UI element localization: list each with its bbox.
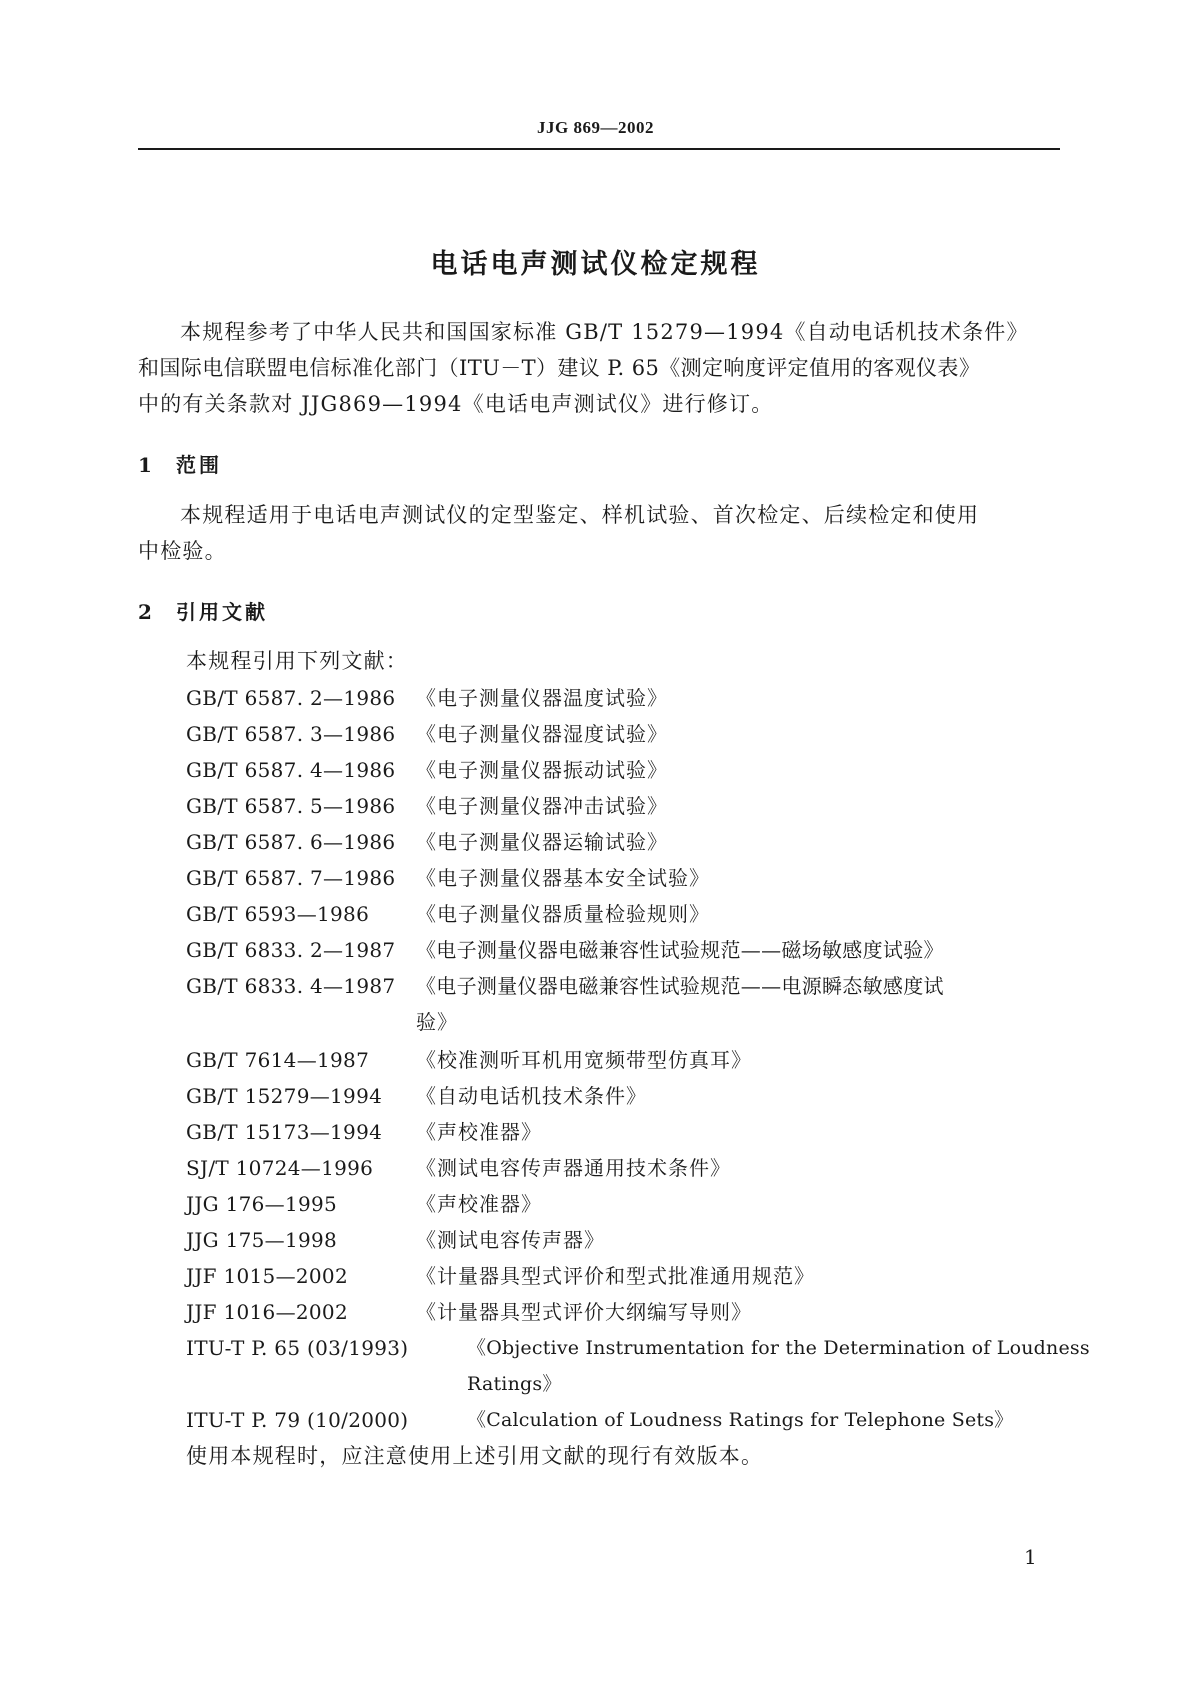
reference-code: GB/T 6587. 3—1986 <box>186 722 396 746</box>
reference-item <box>186 896 1066 932</box>
reference-code: ITU-T P. 65 (03/1993) <box>186 1336 409 1360</box>
reference-code: GB/T 6593—1986 <box>186 902 370 926</box>
reference-title: 《电子测量仪器冲击试验》 <box>416 794 668 818</box>
reference-title: 《声校准器》 <box>416 1120 542 1144</box>
running-header: JJG 869—2002 <box>537 118 654 137</box>
reference-item <box>186 860 1066 896</box>
reference-item <box>186 788 1066 824</box>
reference-title: 《自动电话机技术条件》 <box>416 1084 647 1108</box>
reference-item <box>186 1258 1066 1294</box>
reference-title: 《电子测量仪器质量检验规则》 <box>416 902 710 926</box>
reference-code: JJG 175—1998 <box>186 1228 338 1252</box>
reference-title: 《计量器具型式评价和型式批准通用规范》 <box>416 1264 815 1288</box>
section-1-line-1: 本规程适用于电话电声测试仪的定型鉴定、样机试验、首次检定、后续检定和使用 <box>180 503 980 527</box>
reference-item <box>186 1078 1066 1114</box>
reference-item <box>186 1330 1090 1366</box>
section-2-title: 引用文献 <box>176 600 268 624</box>
reference-item <box>186 1186 1066 1222</box>
page-number: 1 <box>1024 1545 1037 1569</box>
reference-title: 《电子测量仪器运输试验》 <box>416 830 668 854</box>
intro-line-2: 和国际电信联盟电信标准化部门（ITU－T）建议 P. 65《测定响度评定值用的客观仪表》 <box>138 356 981 380</box>
reference-code: GB/T 7614—1987 <box>186 1048 370 1072</box>
reference-title: 《电子测量仪器基本安全试验》 <box>416 866 710 890</box>
reference-title: 《电子测量仪器湿度试验》 <box>416 722 668 746</box>
reference-continuation <box>186 1004 1066 1040</box>
reference-code: GB/T 6587. 5—1986 <box>186 794 396 818</box>
reference-title: 《校准测听耳机用宽频带型仿真耳》 <box>416 1048 752 1072</box>
reference-code: SJ/T 10724—1996 <box>186 1156 374 1180</box>
reference-code: GB/T 15173—1994 <box>186 1120 383 1144</box>
section-1-heading <box>138 449 222 478</box>
reference-item <box>186 1402 1066 1438</box>
reference-title: 《声校准器》 <box>416 1192 542 1216</box>
reference-title: 《电子测量仪器电磁兼容性试验规范——电源瞬态敏感度试 <box>416 974 944 998</box>
intro-line-1: 本规程参考了中华人民共和国国家标准 GB/T 15279—1994《自动电话机技术条件》 <box>180 320 1029 344</box>
reference-code: GB/T 6587. 7—1986 <box>186 866 396 890</box>
reference-item <box>186 752 1066 788</box>
reference-item <box>186 716 1066 752</box>
reference-code: GB/T 6587. 6—1986 <box>186 830 396 854</box>
reference-title: 《测试电容传声器通用技术条件》 <box>416 1156 731 1180</box>
reference-item <box>186 932 1066 968</box>
reference-code: GB/T 6833. 4—1987 <box>186 974 396 998</box>
reference-continuation <box>186 1366 1066 1402</box>
reference-code: JJF 1016—2002 <box>186 1300 348 1324</box>
reference-item <box>186 1150 1066 1186</box>
reference-code: JJF 1015—2002 <box>186 1264 348 1288</box>
reference-title: 《测试电容传声器》 <box>416 1228 605 1252</box>
reference-code: GB/T 6833. 2—1987 <box>186 938 396 962</box>
reference-code: GB/T 15279—1994 <box>186 1084 383 1108</box>
section-1-line-2: 中检验。 <box>138 539 227 563</box>
reference-item <box>186 1114 1066 1150</box>
references-lead: 本规程引用下列文献： <box>186 649 408 673</box>
references-closing-note: 使用本规程时，应注意使用上述引用文献的现行有效版本。 <box>186 1444 764 1468</box>
reference-title-continued: Ratings》 <box>467 1373 562 1395</box>
reference-item <box>186 1222 1066 1258</box>
reference-title-continued: 验》 <box>416 1010 458 1034</box>
section-2-heading <box>138 596 268 625</box>
section-2-number: 2 <box>138 600 155 624</box>
reference-title: 《电子测量仪器温度试验》 <box>416 686 668 710</box>
reference-item <box>186 1294 1066 1330</box>
reference-title: 《计量器具型式评价大纲编写导则》 <box>416 1300 752 1324</box>
section-1-number: 1 <box>138 453 155 477</box>
reference-item <box>186 968 1066 1004</box>
reference-title: 《Calculation of Loudness Ratings for Telephone Sets》 <box>467 1409 1014 1431</box>
reference-code: GB/T 6587. 2—1986 <box>186 686 396 710</box>
reference-title: 《Objective Instrumentation for the Determination of Loudness <box>467 1337 1090 1359</box>
reference-title: 《电子测量仪器振动试验》 <box>416 758 668 782</box>
section-1-title: 范围 <box>176 453 222 477</box>
document-title: 电话电声测试仪检定规程 <box>430 249 761 280</box>
intro-line-3: 中的有关条款对 JJG869—1994《电话电声测试仪》进行修订。 <box>138 392 774 416</box>
reference-code: GB/T 6587. 4—1986 <box>186 758 396 782</box>
reference-item <box>186 1042 1066 1078</box>
reference-code: JJG 176—1995 <box>186 1192 338 1216</box>
reference-item <box>186 680 1066 716</box>
header-rule <box>138 148 1060 150</box>
reference-code: ITU-T P. 79 (10/2000) <box>186 1408 409 1432</box>
reference-item <box>186 824 1066 860</box>
reference-title: 《电子测量仪器电磁兼容性试验规范——磁场敏感度试验》 <box>416 938 944 962</box>
